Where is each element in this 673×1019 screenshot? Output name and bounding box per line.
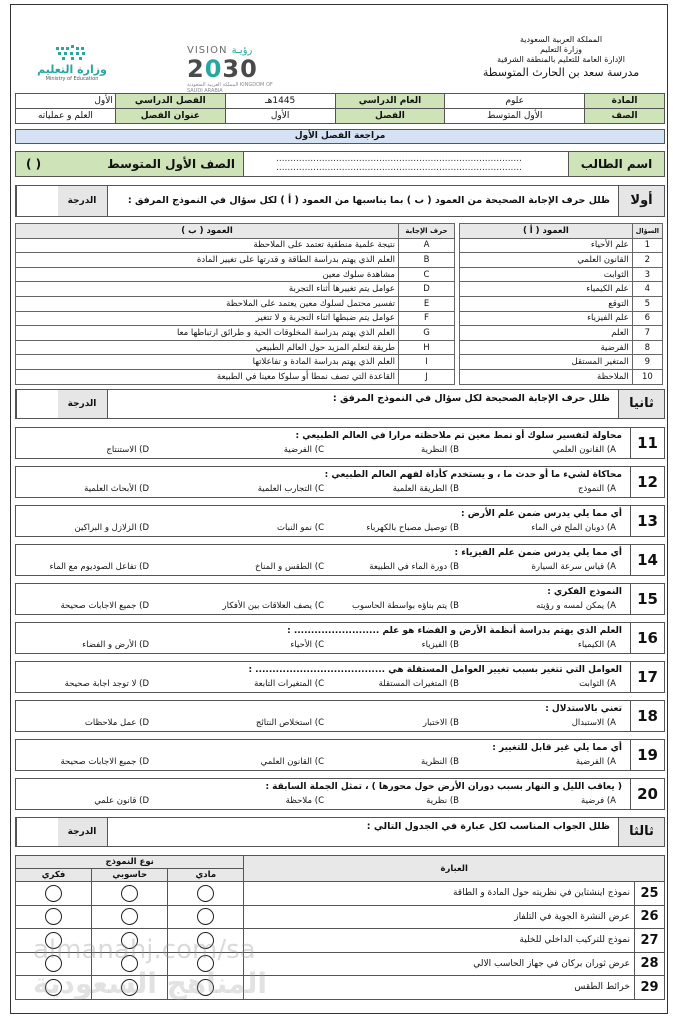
row-statement: خرائط الطقس — [244, 976, 635, 1000]
section-3-header — [15, 817, 665, 847]
column-a-term: علم الأحياء — [460, 238, 633, 253]
column-b-definition: طريقة لتعلم المزيد حول العالم الطبيعي — [16, 340, 399, 355]
section-1-number: أولا — [618, 186, 664, 216]
circle-icon[interactable] — [45, 908, 62, 925]
column-a-number: 7 — [632, 326, 662, 341]
row-number: 27 — [634, 929, 664, 953]
question-number: 12 — [630, 467, 664, 497]
column-b-definition: نتيجة علمية منطقية تعتمد على الملاحظة — [16, 238, 399, 253]
mcq-question — [15, 544, 665, 576]
column-a-table — [459, 223, 663, 385]
section-1-grade — [16, 186, 108, 216]
question-stem: محاولة لتفسير سلوك أو نمط معين تم ملاحظته مرارا في العالم الطبيعي : — [295, 431, 622, 441]
column-a-term: علم الفيزياء — [460, 311, 633, 326]
column-b-letter[interactable]: D — [399, 282, 455, 297]
column-a-row — [460, 326, 663, 341]
question-stem: العلم الذي يهتم بدراسة أنظمة الأرض و الفضاء هو علم ......................... : — [287, 626, 622, 636]
watermark-url: almanahj.com/sa — [33, 935, 256, 965]
column-b-letter[interactable]: G — [399, 326, 455, 341]
question-stem: أي مما يلي يدرس ضمن علم الأرض : — [461, 509, 622, 519]
answer-option[interactable]: C) ملاحظة — [285, 796, 324, 806]
section-2-number: ثانيا — [618, 390, 664, 418]
student-name-field[interactable]: ...................................................................................... ...................................................................................... — [275, 154, 523, 173]
moe-logo-icon — [52, 45, 92, 61]
answer-option[interactable]: C) القانون العلمي — [260, 757, 324, 767]
answer-option[interactable]: B) الاختبار — [422, 718, 459, 728]
answer-option[interactable]: C) الأحياء — [290, 640, 324, 650]
section-3-grade-box[interactable] — [16, 818, 58, 846]
column-b-letter[interactable]: H — [399, 340, 455, 355]
column-a-row — [460, 296, 663, 311]
section-1-header — [15, 185, 665, 217]
type-computer-header: حاسوبي — [92, 869, 168, 882]
school-name: مدرسة سعد بن الحارث المتوسطة — [482, 66, 640, 79]
class-value: الأول — [225, 109, 335, 124]
circle-icon[interactable] — [197, 885, 214, 902]
answer-option[interactable]: A) يمكن لمسه و رؤيته — [536, 601, 616, 611]
answer-option[interactable]: B) النظرية — [421, 445, 459, 455]
year-label: العام الدراسي — [335, 94, 445, 109]
student-row — [15, 151, 665, 177]
unit-label: عنوان الفصل — [115, 109, 225, 124]
column-a-term: المتغير المستقل — [460, 355, 633, 370]
column-a-row — [460, 282, 663, 297]
row-number: 26 — [634, 905, 664, 929]
row-number: 28 — [634, 952, 664, 976]
column-b-table — [15, 223, 455, 385]
column-a-number: 10 — [632, 369, 662, 384]
header — [11, 5, 667, 93]
question-number: 20 — [630, 779, 664, 809]
review-title: مراجعة الفصل الأول — [15, 129, 665, 144]
answer-option[interactable]: D) قانون علمي — [94, 796, 149, 806]
question-number: 16 — [630, 623, 664, 653]
student-class-number[interactable]: ( ) — [26, 157, 42, 171]
mcq-question — [15, 466, 665, 498]
vision-sub: المملكة العربية السعودية KINGDOM OF SAUDI ARABIA — [187, 82, 273, 94]
answer-option[interactable]: C) التجارب العلمية — [257, 484, 324, 494]
column-a-number: 4 — [632, 282, 662, 297]
section-2-grade-label: الدرجة — [57, 390, 107, 418]
type-mental-header: فكري — [16, 869, 92, 882]
column-a-term: علم الكيمياء — [460, 282, 633, 297]
column-b-letter[interactable]: A — [399, 238, 455, 253]
watermark-name: المناهج السعودية — [33, 967, 267, 1000]
answer-option[interactable]: A) الثوابت — [579, 679, 616, 689]
col-b-header: العمود ( ب ) — [16, 224, 399, 239]
column-b-letter[interactable]: F — [399, 311, 455, 326]
answer-option[interactable]: D) الأرض و الفضاء — [82, 640, 149, 650]
answer-option[interactable]: D) الزلازل و البراكين — [74, 523, 149, 533]
answer-option[interactable]: D) لا توجد اجابة صحيحة — [64, 679, 149, 689]
column-a-number: 8 — [632, 340, 662, 355]
row-number: 25 — [634, 882, 664, 906]
question-stem: العوامل التي تتغير بسبب تغيير العوامل المستقلة هي ...................................... : — [248, 665, 622, 675]
column-a-term: الفرضية — [460, 340, 633, 355]
col-question-header: السؤال — [632, 224, 662, 239]
mcq-question — [15, 427, 665, 459]
question-stem: ( يعاقب الليل و النهار بسبب دوران الأرض حول محورها ) ، تمثل الجملة السابقة : — [265, 782, 622, 792]
question-stem: تعني بالاستدلال : — [545, 704, 622, 714]
section-2-grade — [16, 390, 108, 418]
exam-page — [10, 4, 668, 1014]
vision-year-a: 2 — [187, 55, 205, 83]
column-b-definition: القاعدة التي تصف نمطا أو سلوكا معينا في الطبيعة — [16, 369, 399, 384]
column-a-number: 3 — [632, 267, 662, 282]
column-b-definition: عوامل يتم ضبطها اثناء التجربة و لا تتغير — [16, 311, 399, 326]
mcq-question — [15, 700, 665, 732]
column-b-definition: العلم الذي يهتم بدراسة المخلوقات الحية و طرائق ارتباطها معا — [16, 326, 399, 341]
section-3-grade-label: الدرجة — [57, 818, 107, 846]
column-a-number: 5 — [632, 296, 662, 311]
question-stem: أي مما يلي غير قابل للتغيير : — [492, 743, 622, 753]
section-1-grade-box[interactable] — [16, 186, 58, 216]
student-class-label: الصف الأول المتوسط — [16, 152, 244, 176]
column-b-definition: عوامل يتم تغييرها أثناء التجربة — [16, 282, 399, 297]
column-b-row — [16, 340, 455, 355]
column-b-row — [16, 311, 455, 326]
section-2-instructions: ظلل حرف الإجابة الصحيحة لكل سؤال في النموذج المرفق : — [332, 393, 610, 404]
col-letter-header: حرف الإجابة — [399, 224, 455, 239]
section-1-grade-label: الدرجة — [57, 186, 107, 216]
answer-option[interactable]: B) يتم بناؤه بواسطة الحاسوب — [352, 601, 459, 611]
column-a-number: 6 — [632, 311, 662, 326]
section-2-header — [15, 389, 665, 419]
section-3-instructions: ظلل الجواب المناسب لكل عبارة في الجدول التالي : — [366, 821, 610, 832]
column-a-row — [460, 311, 663, 326]
subject-value: علوم — [445, 94, 585, 109]
section-1-instructions: ظلل حرف الإجابة الصحيحة من العمود ( ب ) بما يناسبها من العمود ( أ ) لكل سؤال في النموذج المرفق : — [127, 195, 610, 206]
answer-option[interactable]: A) فرضية — [581, 796, 616, 806]
answer-option[interactable]: A) الكيمياء — [577, 640, 616, 650]
column-a-row — [460, 253, 663, 268]
circle-icon[interactable] — [121, 885, 138, 902]
answer-option[interactable]: B) نظرية — [426, 796, 459, 806]
question-number: 14 — [630, 545, 664, 575]
column-a-row — [460, 238, 663, 253]
column-b-row — [16, 282, 455, 297]
column-a-row — [460, 340, 663, 355]
term-value: الأول — [16, 94, 116, 109]
question-stem: النموذج الفكري : — [547, 587, 622, 597]
model-type-header: نوع النموذج — [16, 856, 244, 869]
column-b-row — [16, 296, 455, 311]
question-number: 17 — [630, 662, 664, 692]
vision-ar: رؤيـة — [231, 45, 253, 56]
answer-option[interactable]: C) الطقس و المناخ — [254, 562, 324, 572]
answer-option[interactable]: B) دورة الماء في الطبيعة — [369, 562, 459, 572]
column-a-term: العلم — [460, 326, 633, 341]
moe-name: وزارة التعليم — [37, 63, 107, 76]
answer-option[interactable]: A) الاستبدال — [571, 718, 616, 728]
answer-option[interactable]: C) الفرضية — [283, 445, 324, 455]
answer-option[interactable]: A) ذوبان الملح في الماء — [531, 523, 616, 533]
section-2-grade-box[interactable] — [16, 390, 58, 418]
term-label: الفصل الدراسي — [115, 94, 225, 109]
column-a-term: التوقع — [460, 296, 633, 311]
answer-option[interactable]: D) جميع الاجابات صحيحة — [60, 601, 149, 611]
unit-value: العلم و عملياته — [16, 109, 116, 124]
column-b-row — [16, 238, 455, 253]
answer-option[interactable]: C) استخلاص النتائج — [255, 718, 324, 728]
admin-text: الإدارة العامة للتعليم بالمنطقة الشرقية — [497, 55, 625, 64]
answer-option[interactable]: A) النموذج — [578, 484, 616, 494]
question-stem: أي مما يلي يدرس ضمن علم الفيزياء : — [454, 548, 622, 558]
answer-option[interactable]: C) يصف العلاقات بين الأفكار — [222, 601, 324, 611]
moe-en: Ministry of Education — [45, 76, 99, 82]
col-a-header: العمود ( أ ) — [460, 224, 633, 239]
class-label: الفصل — [335, 109, 445, 124]
question-number: 15 — [630, 584, 664, 614]
vision-en: VISION — [187, 45, 228, 56]
vision-year-c: 30 — [222, 55, 258, 83]
kingdom-text: المملكة العربية السعودية — [519, 35, 603, 44]
year-value: 1445هـ — [225, 94, 335, 109]
column-a-number: 2 — [632, 253, 662, 268]
column-b-row — [16, 253, 455, 268]
question-number: 11 — [630, 428, 664, 458]
answer-option[interactable]: B) الطريقة العلمية — [392, 484, 459, 494]
question-number: 19 — [630, 740, 664, 770]
choice-mental[interactable] — [16, 905, 92, 929]
column-b-letter[interactable]: B — [399, 253, 455, 268]
circle-icon[interactable] — [197, 908, 214, 925]
section-3-number: ثالثا — [618, 818, 664, 846]
choice-computer[interactable] — [92, 905, 168, 929]
row-statement: نموذج اينشتاين في نظريته حول المادة و الطاقة — [244, 882, 635, 906]
row-statement: عرض النشرة الجوية في التلفاز — [244, 905, 635, 929]
model-row — [16, 882, 665, 906]
moe-logo — [33, 45, 111, 89]
grade-label: الصف — [585, 109, 665, 124]
mcq-question — [15, 661, 665, 693]
info-table — [15, 93, 665, 124]
row-statement: نموذج للتركيب الداخلي للخلية — [244, 929, 635, 953]
column-b-definition: تفسير محتمل لسلوك معين يعتمد على الملاحظة — [16, 296, 399, 311]
answer-option[interactable]: C) نمو النبات — [276, 523, 324, 533]
answer-option[interactable]: B) النظرية — [421, 757, 459, 767]
choice-physical[interactable] — [168, 905, 244, 929]
statement-header: العبارة — [244, 856, 665, 882]
column-a-row — [460, 369, 663, 384]
grade-value: الأول المتوسط — [445, 109, 585, 124]
column-a-number: 9 — [632, 355, 662, 370]
model-row — [16, 905, 665, 929]
column-b-definition: مشاهدة سلوك معين — [16, 267, 399, 282]
column-a-term: الملاحظة — [460, 369, 633, 384]
column-a-term: الثوابت — [460, 267, 633, 282]
answer-option[interactable]: A) الفرضية — [575, 757, 616, 767]
answer-option[interactable]: A) القانون العلمي — [552, 445, 616, 455]
column-b-letter[interactable]: J — [399, 369, 455, 384]
choice-computer[interactable] — [92, 882, 168, 906]
answer-option[interactable]: B) الفيزياء — [421, 640, 459, 650]
column-b-letter[interactable]: C — [399, 267, 455, 282]
column-b-letter[interactable]: E — [399, 296, 455, 311]
vision-2030-logo — [187, 45, 283, 93]
answer-option[interactable]: D) تفاعل الصوديوم مع الماء — [49, 562, 149, 572]
row-number: 29 — [634, 976, 664, 1000]
column-a-row — [460, 267, 663, 282]
student-name-label: اسم الطالب — [568, 152, 664, 176]
question-number: 18 — [630, 701, 664, 731]
row-statement: عرض ثوران بركان في جهاز الحاسب الالي — [244, 952, 635, 976]
ministry-text: وزارة التعليم — [540, 45, 582, 54]
circle-icon[interactable] — [121, 908, 138, 925]
type-physical-header: مادي — [168, 869, 244, 882]
vision-year-b: 0 — [204, 55, 223, 83]
mcq-question — [15, 778, 665, 810]
question-stem: محاكاة لشيء ما أو حدث ما ، و يستخدم كأداة لفهم العالم الطبيعي : — [324, 470, 622, 480]
column-a-row — [460, 355, 663, 370]
answer-option[interactable]: D) جميع الاجابات صحيحة — [60, 757, 149, 767]
column-a-term: القانون العلمي — [460, 253, 633, 268]
school-info — [461, 35, 661, 80]
mcq-question — [15, 622, 665, 654]
column-b-row — [16, 326, 455, 341]
circle-icon[interactable] — [45, 885, 62, 902]
choice-physical[interactable] — [168, 882, 244, 906]
answer-option[interactable]: A) قياس سرعة السيارة — [531, 562, 616, 572]
column-a-number: 1 — [632, 238, 662, 253]
answer-option[interactable]: D) عمل ملاحظات — [84, 718, 149, 728]
section-3-grade — [16, 818, 108, 846]
answer-option[interactable]: D) الاستنتاج — [106, 445, 149, 455]
column-b-row — [16, 355, 455, 370]
answer-option[interactable]: B) المتغيرات المستقلة — [378, 679, 459, 689]
mcq-question — [15, 505, 665, 537]
column-b-row — [16, 267, 455, 282]
column-b-definition: العلم الذي يهتم بدراسة الطاقة و قدرتها على تغيير المادة — [16, 253, 399, 268]
answer-option[interactable]: D) الأبحاث العلمية — [84, 484, 149, 494]
answer-option[interactable]: B) توصيل مصباح بالكهرباء — [366, 523, 459, 533]
column-b-letter[interactable]: I — [399, 355, 455, 370]
column-b-row — [16, 369, 455, 384]
answer-option[interactable]: C) المتغيرات التابعة — [254, 679, 324, 689]
mcq-question — [15, 739, 665, 771]
subject-label: المادة — [585, 94, 665, 109]
mcq-question — [15, 583, 665, 615]
column-b-definition: العلم الذي يهتم بدراسة المادة و تفاعلاتها — [16, 355, 399, 370]
question-number: 13 — [630, 506, 664, 536]
choice-mental[interactable] — [16, 882, 92, 906]
